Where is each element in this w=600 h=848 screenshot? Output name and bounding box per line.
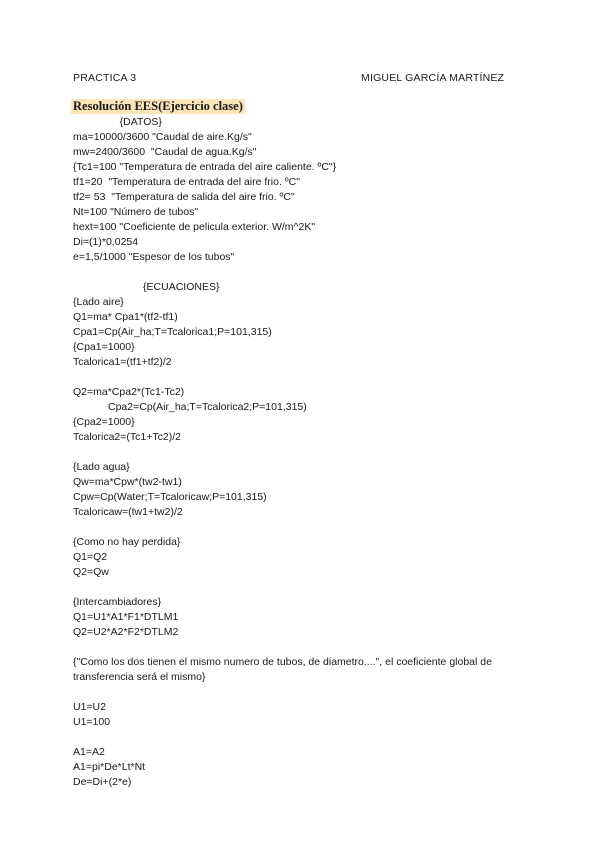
code-line: Qw=ma*Cpw*(tw2-tw1) [73, 476, 182, 488]
code-line: Cpa2=Cp(Air_ha;T=Tcalorica2;P=101,315) [73, 401, 307, 413]
code-line: {DATOS} [73, 116, 162, 128]
code-line: Cpw=Cp(Water;T=Tcaloricaw;P=101,315) [73, 491, 267, 503]
code-line: Q2=Qw [73, 566, 109, 578]
code-line: {Como no hay perdida} [73, 536, 181, 548]
code-line: mw=2400/3600 "Caudal de agua.Kg/s" [73, 146, 257, 158]
code-line: Cpa1=Cp(Air_ha;T=Tcalorica1;P=101,315) [73, 326, 272, 338]
code-line: Tcalorica2=(Tc1+Tc2)/2 [73, 431, 181, 443]
blank-line [73, 445, 533, 460]
code-line: Tcaloricaw=(tw1+tw2)/2 [73, 506, 183, 518]
code-line: {Cpa2=1000} [73, 416, 135, 428]
blank-line [73, 730, 533, 745]
code-line: De=Di+(2*e) [73, 776, 132, 788]
code-line: A1=pi*De*Lt*Nt [73, 761, 146, 773]
section-title: Resolución EES(Ejercicio clase) [73, 99, 243, 113]
code-line: tf1=20 "Temperatura de entrada del aire frio. ºC" [73, 176, 300, 188]
code-line: hext=100 "Coeficiente de pelicula exterior. W/m^2K" [73, 221, 316, 233]
code-line: Q1=U1*A1*F1*DTLM1 [73, 611, 179, 623]
code-line: Q1=ma* Cpa1*(tf2-tf1) [73, 311, 178, 323]
code-line: {Intercambiadores} [73, 596, 162, 608]
code-line: U1=U2 [73, 701, 106, 713]
code-line: Di=(1)*0,0254 [73, 236, 139, 248]
code-line: {Lado agua} [73, 461, 130, 473]
blank-line [73, 265, 533, 280]
code-line: e=1,5/1000 "Espesor de los tubos" [73, 251, 235, 263]
ees-code-body [73, 115, 533, 790]
code-line: {"Como los dos tienen el mismo numero de tubos, de diametro....", el coeficiente global de transferencia será el mismo} [73, 656, 492, 683]
blank-line [73, 580, 533, 595]
blank-line [73, 520, 533, 535]
code-line: {ECUACIONES} [73, 281, 220, 293]
code-line: Q2=ma*Cpa2*(Tc1-Tc2) [73, 386, 185, 398]
code-line: Nt=100 "Número de tubos" [73, 206, 199, 218]
code-line: Q1=Q2 [73, 551, 108, 563]
blank-line [73, 370, 533, 385]
code-line: Q2=U2*A2*F2*DTLM2 [73, 626, 179, 638]
header-practice-label: PRACTICA 3 [73, 72, 137, 84]
code-line: ma=10000/3600 "Caudal de aire.Kg/s" [73, 131, 252, 143]
code-line: tf2= 53 "Temperatura de salida del aire frio. ºC" [73, 191, 295, 203]
code-line: {Lado aire} [73, 296, 124, 308]
blank-line [73, 640, 533, 655]
header-author-name: MIGUEL GARCÍA MARTÍNEZ [361, 72, 505, 84]
blank-line [73, 685, 533, 700]
code-line: A1=A2 [73, 746, 105, 758]
code-line: Tcalorica1=(tf1+tf2)/2 [73, 356, 172, 368]
code-line: {Tc1=100 "Temperatura de entrada del aire caliente. ºC"} [73, 161, 337, 173]
code-line: U1=100 [73, 716, 111, 728]
code-line: {Cpa1=1000} [73, 341, 135, 353]
